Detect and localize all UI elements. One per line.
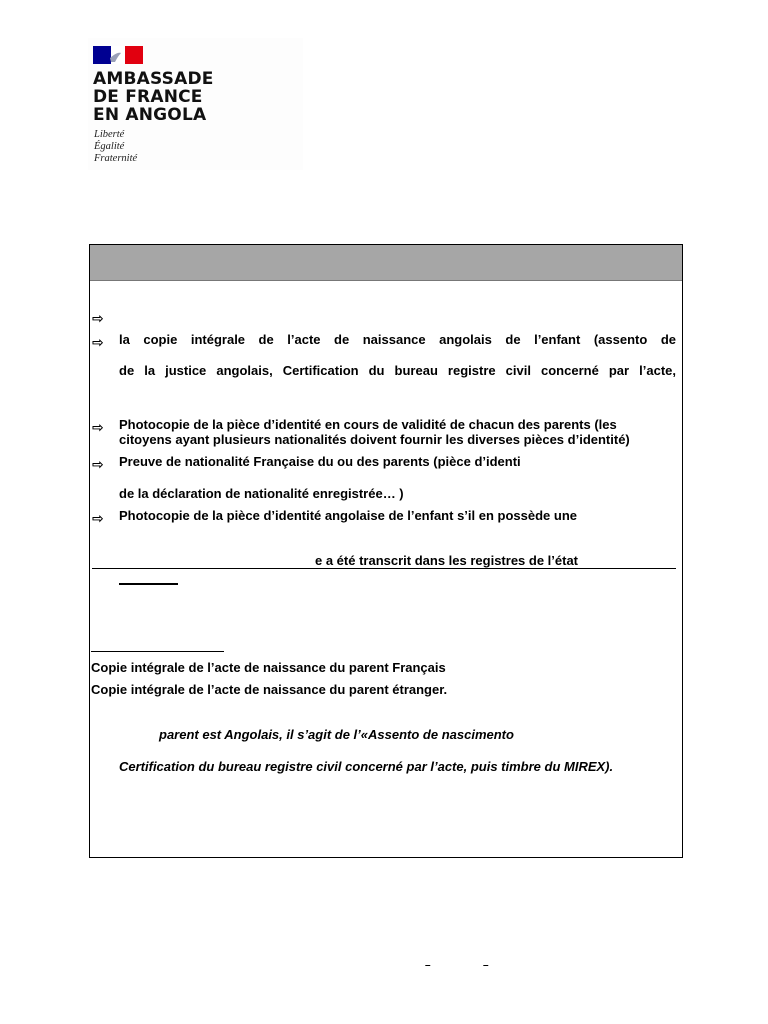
item-birth-certificate-line2: de la justice angolais, Certification du bureau registre civil concerné par l’acte, — [119, 363, 676, 378]
requirements-box — [89, 244, 683, 858]
item-child-id: Photocopie de la pièce d’identité angolaise de l’enfant s’il en possède une — [119, 508, 577, 523]
arrow-right-icon: ⇨ — [92, 334, 104, 350]
marianne-flag-icon — [93, 46, 143, 64]
parent-doc-foreign: Copie intégrale de l’acte de naissance du parent étranger. — [91, 682, 448, 697]
arrow-right-icon: ⇨ — [92, 510, 104, 526]
logo-line-3: EN ANGOLA — [93, 105, 207, 125]
motto-fraternite: Fraternité — [94, 153, 138, 164]
logo-line-2: DE FRANCE — [93, 87, 203, 107]
motto-egalite: Égalité — [94, 141, 125, 152]
transcript-underline — [92, 568, 676, 569]
motto-liberte: Liberté — [94, 129, 125, 140]
item-parents-id-line2: citoyens ayant plusieurs nationalités doivent fournir les diverses pièces d’identité) — [119, 432, 630, 447]
arrow-right-icon: ⇨ — [92, 419, 104, 435]
box-header-bar — [90, 245, 682, 281]
item-nationality-proof-line1: Preuve de nationalité Française du ou des parents (pièce d’identi — [119, 454, 521, 469]
item-birth-certificate-line1: la copie intégrale de l’acte de naissance angolais de l’enfant (assento de — [119, 332, 676, 347]
arrow-right-icon: ⇨ — [92, 456, 104, 472]
note-angolan-parent-line2: Certification du bureau registre civil concerné par l’acte, puis timbre du MIREX). — [119, 759, 614, 774]
footer-dash-right: – — [483, 960, 489, 971]
item-nationality-proof-line2: de la déclaration de nationalité enregistrée… ) — [119, 486, 404, 501]
footer-dash-left: – — [425, 960, 431, 971]
parent-doc-french: Copie intégrale de l’acte de naissance du parent Français — [91, 660, 446, 675]
logo-line-1: AMBASSADE — [93, 69, 214, 89]
section-divider — [91, 651, 224, 652]
item-parents-id-line1: Photocopie de la pièce d’identité en cours de validité de chacun des parents (les — [119, 417, 617, 432]
transcript-text: e a été transcrit dans les registres de l’état — [315, 553, 579, 568]
note-angolan-parent-line1: parent est Angolais, il s’agit de l’«Assento de nascimento — [159, 727, 514, 742]
short-underline — [119, 583, 178, 585]
arrow-right-icon: ⇨ — [92, 310, 104, 326]
embassy-logo — [88, 38, 303, 170]
